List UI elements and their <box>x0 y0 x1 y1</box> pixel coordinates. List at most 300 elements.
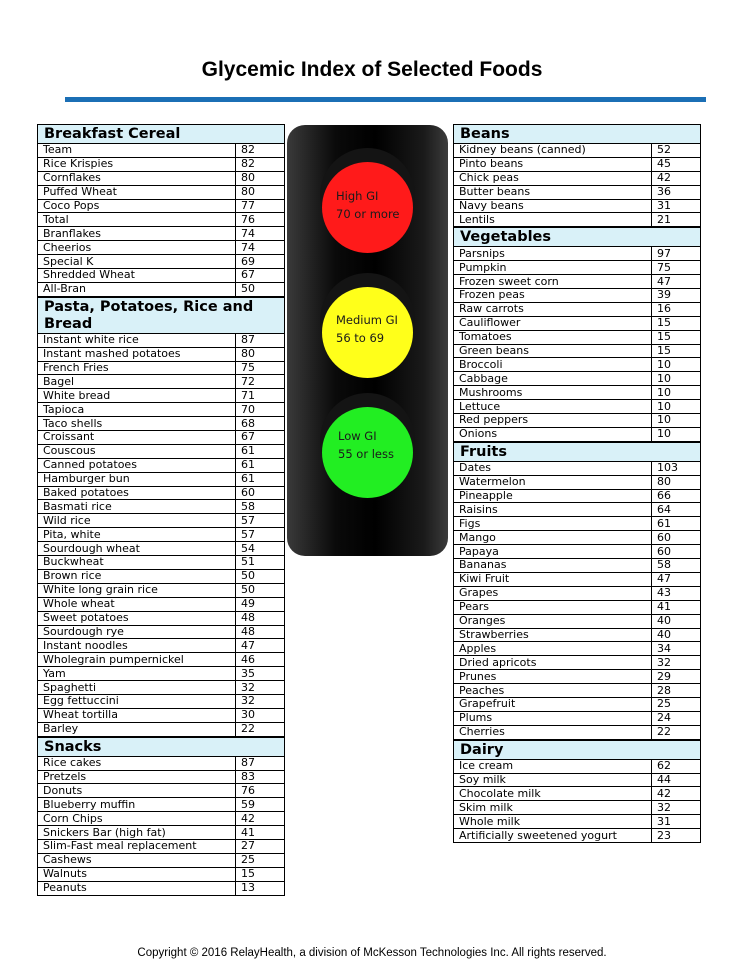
food-name: Frozen peas <box>454 289 652 303</box>
table-row <box>38 528 285 542</box>
gi-value: 61 <box>652 517 701 531</box>
food-table-vegetables <box>453 246 701 441</box>
table-row <box>38 171 285 185</box>
gi-value: 10 <box>652 358 701 372</box>
food-name: Artificially sweetened yogurt <box>454 829 652 843</box>
table-row <box>454 289 701 303</box>
table-row <box>454 586 701 600</box>
table-row <box>454 759 701 773</box>
gi-value: 21 <box>652 213 701 227</box>
food-name: Rice cakes <box>38 756 236 770</box>
table-row <box>38 839 285 853</box>
food-name: Egg fettuccini <box>38 694 236 708</box>
gi-value: 83 <box>236 770 285 784</box>
table-row <box>454 344 701 358</box>
gi-value: 42 <box>652 171 701 185</box>
gi-value: 22 <box>652 725 701 739</box>
table-row <box>38 556 285 570</box>
gi-value: 23 <box>652 829 701 843</box>
gi-value: 39 <box>652 289 701 303</box>
table-row <box>38 255 285 269</box>
food-name: Bagel <box>38 375 236 389</box>
food-name: Watermelon <box>454 475 652 489</box>
title-rule <box>65 97 706 102</box>
food-name: Special K <box>38 255 236 269</box>
table-row <box>38 486 285 500</box>
food-name: Walnuts <box>38 867 236 881</box>
table-row <box>454 642 701 656</box>
food-name: Whole wheat <box>38 597 236 611</box>
food-name: Wild rice <box>38 514 236 528</box>
table-row <box>38 784 285 798</box>
gi-value: 40 <box>652 614 701 628</box>
table-row <box>454 829 701 843</box>
food-name: Apples <box>454 642 652 656</box>
gi-value: 48 <box>236 611 285 625</box>
medium-gi-label <box>336 311 398 347</box>
table-row <box>454 414 701 428</box>
gi-value: 74 <box>236 227 285 241</box>
gi-value: 47 <box>652 275 701 289</box>
gi-value: 66 <box>652 489 701 503</box>
food-name: Grapes <box>454 586 652 600</box>
gi-value: 87 <box>236 756 285 770</box>
table-row <box>454 614 701 628</box>
food-name: Raisins <box>454 503 652 517</box>
table-row <box>454 185 701 199</box>
gi-value: 64 <box>652 503 701 517</box>
table-row <box>38 144 285 158</box>
gi-value: 58 <box>652 559 701 573</box>
food-name: Pita, white <box>38 528 236 542</box>
food-name: Instant noodles <box>38 639 236 653</box>
gi-value: 35 <box>236 667 285 681</box>
gi-value: 28 <box>652 684 701 698</box>
food-table-breakfast-cereal <box>37 143 285 297</box>
gi-value: 31 <box>652 815 701 829</box>
gi-value: 61 <box>236 444 285 458</box>
table-row <box>454 372 701 386</box>
food-name: Figs <box>454 517 652 531</box>
gi-value: 60 <box>652 545 701 559</box>
table-row <box>454 545 701 559</box>
gi-value: 52 <box>652 144 701 158</box>
food-name: Whole milk <box>454 815 652 829</box>
food-name: Oranges <box>454 614 652 628</box>
table-row <box>454 725 701 739</box>
table-row <box>38 611 285 625</box>
food-name: Cheerios <box>38 241 236 255</box>
gi-value: 61 <box>236 458 285 472</box>
gi-value: 10 <box>652 386 701 400</box>
table-row <box>454 773 701 787</box>
table-row <box>454 247 701 261</box>
table-row <box>454 787 701 801</box>
food-name: Puffed Wheat <box>38 185 236 199</box>
food-name: Raw carrots <box>454 302 652 316</box>
gi-value: 15 <box>652 316 701 330</box>
gi-value: 54 <box>236 542 285 556</box>
table-row <box>38 853 285 867</box>
food-name: Buckwheat <box>38 556 236 570</box>
low-gi-label <box>338 427 394 463</box>
table-row <box>38 667 285 681</box>
food-name: Cherries <box>454 725 652 739</box>
food-name: Rice Krispies <box>38 157 236 171</box>
gi-value: 10 <box>652 414 701 428</box>
table-row <box>454 531 701 545</box>
gi-value: 31 <box>652 199 701 213</box>
gi-value: 49 <box>236 597 285 611</box>
table-row <box>38 826 285 840</box>
gi-value: 72 <box>236 375 285 389</box>
gi-value: 25 <box>652 697 701 711</box>
table-row <box>38 431 285 445</box>
food-name: Sweet potatoes <box>38 611 236 625</box>
food-name: Prunes <box>454 670 652 684</box>
section-header-beans: Beans <box>453 124 701 143</box>
gi-value: 45 <box>652 157 701 171</box>
gi-value: 58 <box>236 500 285 514</box>
table-row <box>38 708 285 722</box>
food-name: Baked potatoes <box>38 486 236 500</box>
gi-value: 51 <box>236 556 285 570</box>
table-row <box>38 458 285 472</box>
table-row <box>454 517 701 531</box>
food-name: Wheat tortilla <box>38 708 236 722</box>
food-name: Sourdough wheat <box>38 542 236 556</box>
food-name: Snickers Bar (high fat) <box>38 826 236 840</box>
gi-value: 15 <box>652 330 701 344</box>
gi-value: 32 <box>652 801 701 815</box>
table-row <box>38 583 285 597</box>
food-name: Pretzels <box>38 770 236 784</box>
table-row <box>38 444 285 458</box>
gi-value: 74 <box>236 241 285 255</box>
food-name: Peanuts <box>38 881 236 895</box>
food-name: Corn Chips <box>38 812 236 826</box>
food-name: Brown rice <box>38 569 236 583</box>
table-row <box>454 199 701 213</box>
table-row <box>454 815 701 829</box>
food-name: Cashews <box>38 853 236 867</box>
food-name: Onions <box>454 427 652 441</box>
table-row <box>38 681 285 695</box>
food-name: Plums <box>454 711 652 725</box>
food-name: Red peppers <box>454 414 652 428</box>
table-row <box>454 628 701 642</box>
food-name: Pinto beans <box>454 157 652 171</box>
food-table-pasta-potatoes-rice-and-bread <box>37 333 285 737</box>
food-name: Taco shells <box>38 417 236 431</box>
table-row <box>454 670 701 684</box>
gi-value: 62 <box>652 759 701 773</box>
food-name: Couscous <box>38 444 236 458</box>
food-name: Cornflakes <box>38 171 236 185</box>
table-row <box>38 756 285 770</box>
food-name: Grapefruit <box>454 697 652 711</box>
gi-value: 80 <box>236 171 285 185</box>
food-name: Canned potatoes <box>38 458 236 472</box>
food-name: Slim-Fast meal replacement <box>38 839 236 853</box>
gi-value: 71 <box>236 389 285 403</box>
medium-gi-lamp <box>322 287 413 378</box>
gi-value: 32 <box>236 681 285 695</box>
gi-value: 48 <box>236 625 285 639</box>
food-name: Sourdough rye <box>38 625 236 639</box>
food-name: Frozen sweet corn <box>454 275 652 289</box>
table-row <box>38 514 285 528</box>
gi-value: 44 <box>652 773 701 787</box>
food-name: Dates <box>454 461 652 475</box>
gi-value: 80 <box>236 185 285 199</box>
table-row <box>454 316 701 330</box>
high-gi-lamp <box>322 162 413 253</box>
gi-value: 75 <box>652 261 701 275</box>
table-row <box>454 600 701 614</box>
table-row <box>38 389 285 403</box>
gi-value: 47 <box>236 639 285 653</box>
food-name: Croissant <box>38 431 236 445</box>
table-row <box>454 261 701 275</box>
gi-value: 76 <box>236 213 285 227</box>
table-row <box>38 542 285 556</box>
gi-value: 46 <box>236 653 285 667</box>
table-row <box>38 241 285 255</box>
gi-value: 60 <box>652 531 701 545</box>
food-name: Kidney beans (canned) <box>454 144 652 158</box>
gi-value: 27 <box>236 839 285 853</box>
table-row <box>454 386 701 400</box>
food-name: Butter beans <box>454 185 652 199</box>
table-row <box>38 881 285 895</box>
gi-value: 42 <box>652 787 701 801</box>
food-table-fruits <box>453 461 701 740</box>
food-name: Dried apricots <box>454 656 652 670</box>
food-name: Kiwi Fruit <box>454 572 652 586</box>
right-column <box>453 124 701 843</box>
food-name: Strawberries <box>454 628 652 642</box>
high-gi-label <box>336 187 400 223</box>
gi-value: 22 <box>236 722 285 736</box>
gi-value: 16 <box>652 302 701 316</box>
food-name: Broccoli <box>454 358 652 372</box>
table-row <box>38 213 285 227</box>
food-name: Mango <box>454 531 652 545</box>
gi-value: 43 <box>652 586 701 600</box>
table-row <box>454 475 701 489</box>
gi-value: 57 <box>236 528 285 542</box>
food-name: Bananas <box>454 559 652 573</box>
medium-gi-range: 56 to 69 <box>336 331 385 345</box>
food-name: Coco Pops <box>38 199 236 213</box>
food-name: French Fries <box>38 361 236 375</box>
gi-value: 32 <box>236 694 285 708</box>
table-row <box>454 656 701 670</box>
gi-value: 50 <box>236 282 285 296</box>
table-row <box>454 400 701 414</box>
table-row <box>38 361 285 375</box>
gi-value: 41 <box>652 600 701 614</box>
table-row <box>454 697 701 711</box>
table-row <box>454 157 701 171</box>
food-name: Barley <box>38 722 236 736</box>
gi-value: 41 <box>236 826 285 840</box>
food-name: Navy beans <box>454 199 652 213</box>
low-gi-title: Low GI <box>338 429 377 443</box>
food-name: Tapioca <box>38 403 236 417</box>
table-row <box>38 597 285 611</box>
table-row <box>454 330 701 344</box>
food-name: Pears <box>454 600 652 614</box>
food-name: Lettuce <box>454 400 652 414</box>
food-name: Branflakes <box>38 227 236 241</box>
food-name: All-Bran <box>38 282 236 296</box>
section-header-fruits: Fruits <box>453 442 701 461</box>
section-header-vegetables: Vegetables <box>453 227 701 246</box>
table-row <box>38 185 285 199</box>
gi-value: 67 <box>236 431 285 445</box>
low-gi-range: 55 or less <box>338 447 394 461</box>
food-name: Instant white rice <box>38 333 236 347</box>
gi-value: 82 <box>236 157 285 171</box>
gi-value: 80 <box>652 475 701 489</box>
gi-value: 57 <box>236 514 285 528</box>
food-name: White long grain rice <box>38 583 236 597</box>
gi-value: 80 <box>236 347 285 361</box>
table-row <box>38 347 285 361</box>
gi-value: 60 <box>236 486 285 500</box>
table-row <box>454 275 701 289</box>
food-name: Total <box>38 213 236 227</box>
gi-value: 82 <box>236 144 285 158</box>
gi-value: 13 <box>236 881 285 895</box>
food-name: Team <box>38 144 236 158</box>
table-row <box>38 639 285 653</box>
table-row <box>38 199 285 213</box>
food-name: Ice cream <box>454 759 652 773</box>
gi-value: 75 <box>236 361 285 375</box>
gi-value: 59 <box>236 798 285 812</box>
gi-value: 15 <box>236 867 285 881</box>
gi-value: 29 <box>652 670 701 684</box>
table-row <box>454 144 701 158</box>
food-name: Mushrooms <box>454 386 652 400</box>
table-row <box>454 461 701 475</box>
table-row <box>454 489 701 503</box>
gi-value: 47 <box>652 572 701 586</box>
food-name: Chick peas <box>454 171 652 185</box>
food-name: Instant mashed potatoes <box>38 347 236 361</box>
table-row <box>38 694 285 708</box>
table-row <box>454 171 701 185</box>
food-table-dairy <box>453 759 701 843</box>
gi-value: 10 <box>652 427 701 441</box>
gi-value: 42 <box>236 812 285 826</box>
food-name: Basmati rice <box>38 500 236 514</box>
table-row <box>38 269 285 283</box>
table-row <box>38 403 285 417</box>
gi-value: 24 <box>652 711 701 725</box>
food-name: Pumpkin <box>454 261 652 275</box>
gi-value: 68 <box>236 417 285 431</box>
section-header-dairy: Dairy <box>453 740 701 759</box>
page-title: Glycemic Index of Selected Foods <box>201 58 543 81</box>
table-row <box>38 867 285 881</box>
section-header-pasta-potatoes-rice-and-bread: Pasta, Potatoes, Rice and Bread <box>37 297 285 333</box>
section-header-snacks: Snacks <box>37 737 285 756</box>
table-row <box>38 157 285 171</box>
gi-value: 25 <box>236 853 285 867</box>
food-name: Cauliflower <box>454 316 652 330</box>
gi-value: 36 <box>652 185 701 199</box>
gi-value: 50 <box>236 583 285 597</box>
gi-value: 40 <box>652 628 701 642</box>
gi-value: 67 <box>236 269 285 283</box>
gi-value: 77 <box>236 199 285 213</box>
gi-value: 34 <box>652 642 701 656</box>
table-row <box>38 500 285 514</box>
gi-value: 61 <box>236 472 285 486</box>
table-row <box>454 801 701 815</box>
food-name: Hamburger bun <box>38 472 236 486</box>
food-name: Soy milk <box>454 773 652 787</box>
gi-value: 87 <box>236 333 285 347</box>
table-row <box>454 213 701 227</box>
food-name: Shredded Wheat <box>38 269 236 283</box>
table-row <box>38 282 285 296</box>
section-header-breakfast-cereal: Breakfast Cereal <box>37 124 285 143</box>
table-row <box>454 358 701 372</box>
gi-value: 30 <box>236 708 285 722</box>
food-table-snacks <box>37 756 285 896</box>
gi-value: 50 <box>236 569 285 583</box>
gi-value: 70 <box>236 403 285 417</box>
food-name: Donuts <box>38 784 236 798</box>
food-name: Blueberry muffin <box>38 798 236 812</box>
table-row <box>38 472 285 486</box>
food-name: Spaghetti <box>38 681 236 695</box>
food-name: Parsnips <box>454 247 652 261</box>
gi-value: 97 <box>652 247 701 261</box>
food-name: Lentils <box>454 213 652 227</box>
high-gi-range: 70 or more <box>336 207 400 221</box>
food-name: Yam <box>38 667 236 681</box>
food-name: Chocolate milk <box>454 787 652 801</box>
table-row <box>38 227 285 241</box>
table-row <box>38 569 285 583</box>
gi-value: 69 <box>236 255 285 269</box>
gi-value: 10 <box>652 400 701 414</box>
table-row <box>38 653 285 667</box>
high-gi-title: High GI <box>336 189 379 203</box>
food-name: Cabbage <box>454 372 652 386</box>
traffic-light <box>287 125 448 556</box>
left-column <box>37 124 285 896</box>
table-row <box>38 333 285 347</box>
gi-value: 10 <box>652 372 701 386</box>
gi-value: 32 <box>652 656 701 670</box>
gi-value: 103 <box>652 461 701 475</box>
table-row <box>38 417 285 431</box>
food-table-beans <box>453 143 701 227</box>
table-row <box>454 559 701 573</box>
food-name: Pineapple <box>454 489 652 503</box>
gi-value: 76 <box>236 784 285 798</box>
table-row <box>38 625 285 639</box>
food-name: Peaches <box>454 684 652 698</box>
table-row <box>454 302 701 316</box>
